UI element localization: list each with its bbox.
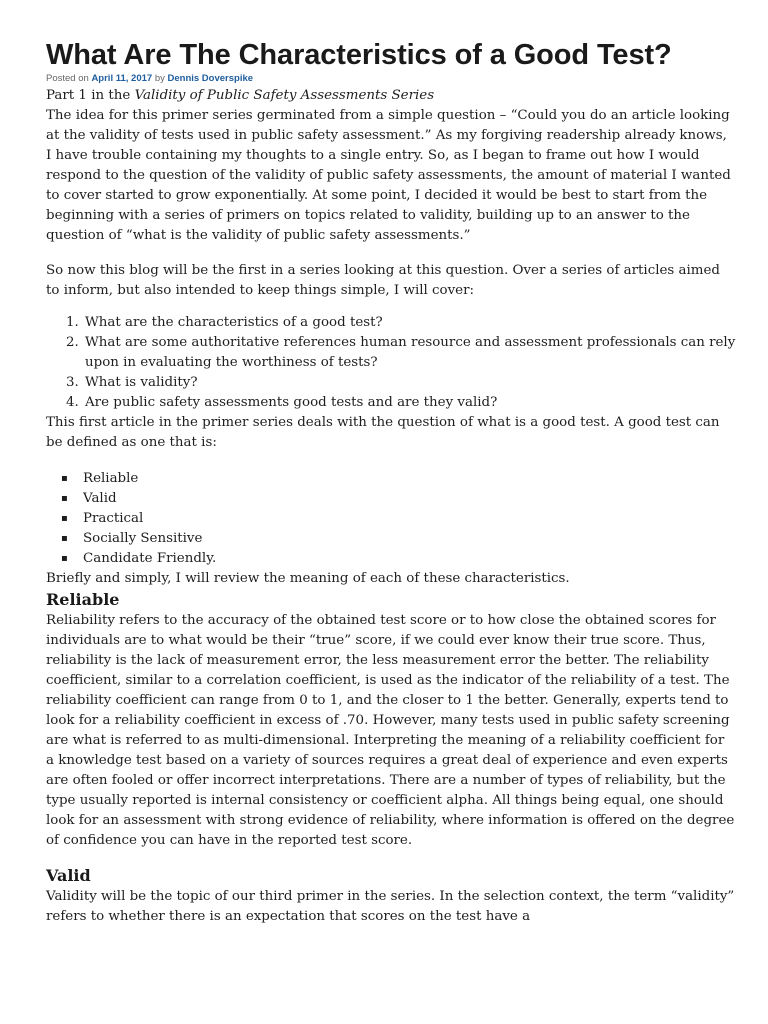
paragraph-2: So now this blog will be the first in a series looking at this question. Over a series of articles aimed to inform, but also intended to keep things simple, I will cover:: [46, 263, 721, 298]
page-title: What Are The Characteristics of a Good Test?: [46, 39, 672, 71]
valid-paragraph: Validity will be the topic of our third primer in the series. In the selection context, the term “validity” refers to whether there is an expectation that scores on the test have a: [46, 889, 735, 924]
intro-paragraph: The idea for this primer series germinated from a simple question – “Could you do an article looking at the validity of tests used in public safety assessment.” As my forgiving readership already knows, I have trouble containing my thoughts to a single entry. So, as I began to frame out how I would respond to the question of the validity of public safety assessments, the amount of material I wanted to cover started to grow exponentially. At some point, I decided it would be best to start from the beginning with a series of primers on topics related to validity, building up to an answer to the question of “what is the validity of public safety assessments.”: [46, 108, 731, 243]
reliable-paragraph: Reliability refers to the accuracy of the obtained test score or to how close the obtained scores for individuals are to what would be their “true” score, if we could ever know their true score. Thus, reliability is the lack of measurement error, the less measurement error the better. The reliability coefficient, similar to a correlation coefficient, is used as the indicator of the reliability of a test. The reliability coefficient can range from 0 to 1, and the closer to 1 the better. Generally, experts tend to look for a reliability coefficient in excess of .70. However, many tests used in public safety screening are what is referred to as multi-dimensional. Interpreting the meaning of a reliability coefficient for a knowledge test based on a variety of sources requires a great deal of experience and even experts are often fooled or offer incorrect interpretations. There are a number of types of reliability, but the type usually reported is internal consistency or coefficient alpha. All things being equal, one should look for an assessment with strong evidence of reliability, where information is offered on the degree of confidence you can have in the reported test score.: [46, 613, 735, 848]
section-heading-reliable: Reliable: [46, 590, 120, 609]
by-label: by: [154, 73, 165, 84]
section-heading-valid: Valid: [46, 866, 91, 885]
questions-list: [46, 313, 736, 413]
post-meta: [46, 73, 736, 85]
list-item: 2. What are some authoritative references human resource and assessment professionals can rely upon in evaluating the worthiness of tests?: [83, 333, 736, 373]
paragraph-3: This first article in the primer series deals with the question of what is a good test. A good test can be defined as one that is:: [46, 415, 720, 450]
author-link[interactable]: Dennis Doverspike: [167, 73, 254, 84]
list-item: ▪ Candidate Friendly.: [83, 549, 736, 569]
list-item: ▪ Practical: [83, 509, 736, 529]
list-item: 4. Are public safety assessments good tests and are they valid?: [83, 393, 736, 413]
series-prefix: Part 1 in the: [46, 88, 131, 103]
list-item: 1. What are the characteristics of a good test?: [83, 313, 736, 333]
list-item: ▪ Socially Sensitive: [83, 529, 736, 549]
post-date-link[interactable]: April 11, 2017: [91, 73, 153, 84]
series-name: Validity of Public Safety Assessments Series: [134, 88, 435, 103]
article: [46, 38, 736, 927]
list-item: ▪ Valid: [83, 489, 736, 509]
list-item: 3. What is validity?: [83, 373, 736, 393]
paragraph-4: Briefly and simply, I will review the meaning of each of these characteristics.: [46, 571, 570, 586]
list-item: ▪ Reliable: [83, 469, 736, 489]
characteristics-list: [46, 469, 736, 569]
posted-on-label: Posted on: [46, 73, 89, 84]
series-line: [46, 86, 736, 106]
